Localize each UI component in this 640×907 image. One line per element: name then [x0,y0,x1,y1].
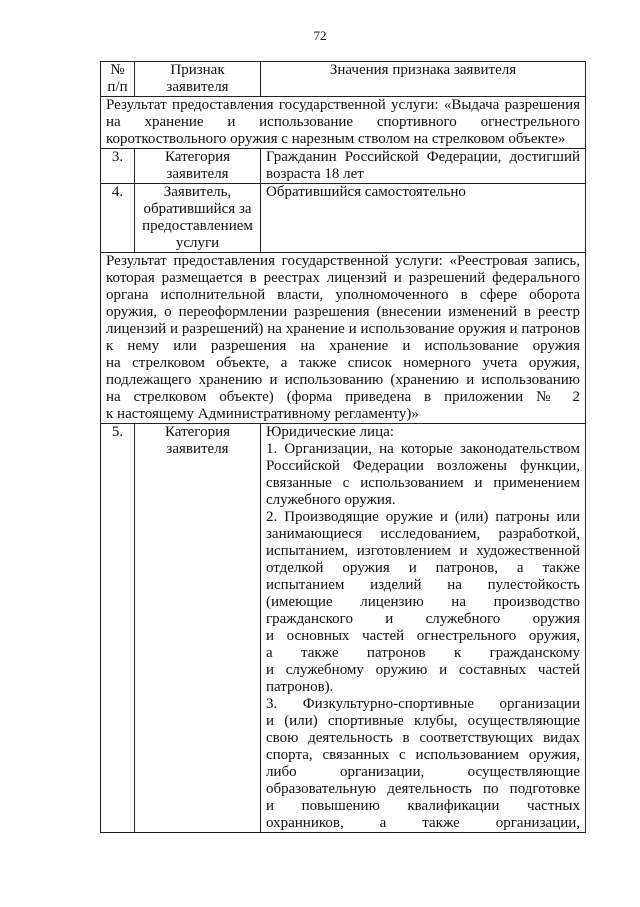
result-text-1 [101,97,586,149]
result-2-line: на стрелковом объекте, а также список номерного учета оружия, [106,355,580,371]
row-5-value-line: (имеющие лицензию на производство [266,594,580,610]
row-3-value-line: Гражданин Российской Федерации, достигший [266,149,580,165]
result-2-line: на стрелковом объекте) (форма приведена в приложении № 2 [106,389,580,405]
row-5-value-line: либо организации, осуществляющие [266,764,580,780]
table-row-4 [101,184,586,253]
row-5-value-line: и основных частей огнестрельного оружия, [266,628,580,644]
applicant-attributes-table [100,61,586,833]
result-row-1 [101,97,586,149]
row-4-num: 4. [101,184,135,253]
row-3-num: 3. [101,149,135,184]
row-5-value-line: 1. Организации, на которые законодательством [266,441,580,457]
row-5-value [261,424,586,833]
row-4-value [261,184,586,253]
row-5-value-line: свою деятельность в соответствующих видах [266,730,580,746]
row-5-num: 5. [101,424,135,833]
row-5-value-line: 2. Производящие оружие и (или) патроны или [266,509,580,525]
header-num: № п/п [101,62,135,97]
row-4-sign: Заявитель, обратившийся за предоставлением услуги [135,184,261,253]
row-5-value-line: спорта, связанных с использованием оружия, [266,747,580,763]
row-5-value-line: и повышению квалификации частных [266,798,580,814]
row-5-value-line: занимающиеся исследованием, разработкой, [266,526,580,542]
row-3-value-line: возраста 18 лет [266,166,364,182]
result-1-line: Результат предоставления государственной услуги: «Выдача разрешения [106,97,580,113]
row-5-sign: Категория заявителя [135,424,261,833]
result-2-line: оружия, о переоформлении разрешения (внесении изменений в реестр [106,304,580,320]
result-2-line: к нему или разрешения на хранение и использование оружия [106,338,580,354]
result-1-line: на хранение и использование спортивного огнестрельного [106,114,580,130]
row-5-value-line: служебного оружия. [266,492,396,508]
result-2-line: подлежащего хранению и использованию (хранению и использованию [106,372,580,388]
table-row-5 [101,424,586,833]
row-3-sign: Категория заявителя [135,149,261,184]
page-number: 72 [313,28,327,43]
row-5-value-line: охранников, а также организации, [266,815,580,831]
row-5-value-line: Российской Федерации возложены функции, [266,458,580,474]
table-row-3 [101,149,586,184]
row-5-value-line: испытанием изделий на пулестойкость [266,577,580,593]
result-2-line: Результат предоставления государственной услуги: «Реестровая запись, [106,253,580,269]
row-5-value-line: а также патронов к гражданскому [266,645,580,661]
row-5-value-line: и служебному оружию и составных частей [266,662,580,678]
row-4-value-line: Обратившийся самостоятельно [266,184,466,200]
result-2-line: которая размещается в реестрах лицензий и разрешений федерального [106,270,580,286]
row-5-value-line: патронов). [266,679,334,695]
row-5-value-line: и (или) спортивные клубы, осуществляющие [266,713,580,729]
result-row-2 [101,253,586,424]
row-5-value-line: отделкой оружия и патронов, а также [266,560,580,576]
table-header-row [101,62,586,97]
result-1-line: короткоствольного оружия с нарезным стволом на стрелковом объекте» [106,131,566,147]
result-2-line: к настоящему Административному регламенту)» [106,406,419,422]
row-5-value-line: связанные с использованием и применением [266,475,580,491]
header-sign: Признак заявителя [135,62,261,97]
row-5-value-line: испытанием, изготовлением и художественной [266,543,580,559]
result-2-line: лицензий и разрешений) на хранение и использование оружия и патронов [106,321,580,337]
result-2-line: органа исполнительной власти, уполномоченного в сфере оборота [106,287,580,303]
row-5-value-line: образовательную деятельность по подготовке [266,781,580,797]
row-5-value-line: 3. Физкультурно-спортивные организации [266,696,580,712]
row-5-value-line: Юридические лица: [266,424,394,440]
row-5-value-line: гражданского и служебного оружия [266,611,580,627]
header-value: Значения признака заявителя [261,62,586,97]
result-text-2 [101,253,586,424]
row-3-value [261,149,586,184]
